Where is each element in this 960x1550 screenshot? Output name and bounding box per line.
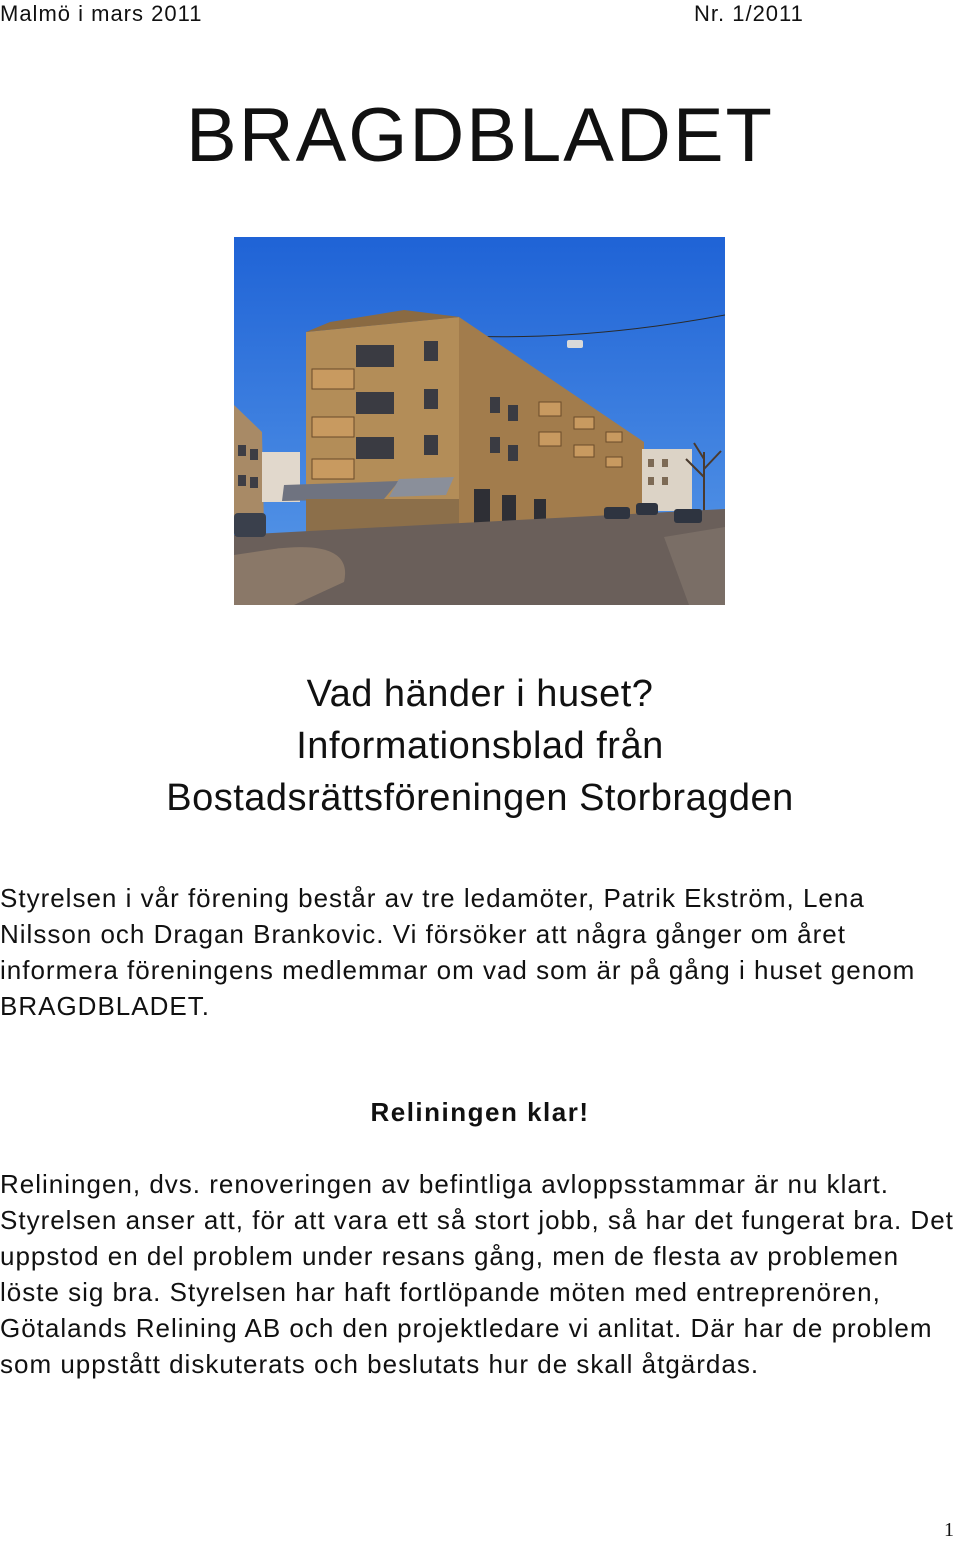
- section-body-paragraph: Reliningen, dvs. renoveringen av befintliga avloppsstammar är nu klart. Styrelsen anser att, för att vara ett så stort jobb, så har det fungerat bra. Det uppstod en del problem under resans gång, men de flesta av problemen löste sig bra. Styrelsen har haft fortlöpande möten med entreprenören, Götalands Relining AB och den projektledare vi anlitat. Där har de problem som uppstått diskuterats och beslutats hur de skall åtgärdas.: [0, 1169, 954, 1379]
- subtitle-block: [0, 668, 960, 824]
- building-photo: [234, 237, 725, 605]
- header-place-date: Malmö i mars 2011: [0, 1, 203, 26]
- subtitle-line-1: Vad händer i huset?: [306, 673, 654, 715]
- masthead-title: BRAGDBLADET: [186, 93, 774, 178]
- subtitle-line-2: Informationsblad från: [296, 725, 664, 767]
- section-heading: Reliningen klar!: [370, 1097, 590, 1127]
- page-number: 1: [944, 1519, 954, 1541]
- subtitle-line-3: Bostadsrättsföreningen Storbragden: [166, 777, 794, 819]
- header-issue-number: Nr. 1/2011: [694, 1, 804, 26]
- intro-paragraph: Styrelsen i vår förening består av tre ledamöter, Patrik Ekström, Lena Nilsson och Dragan Brankovic. Vi försöker att några gånger om året informera föreningens medlemmar om vad som är på gång i huset genom BRAGDBLADET.: [0, 883, 916, 1021]
